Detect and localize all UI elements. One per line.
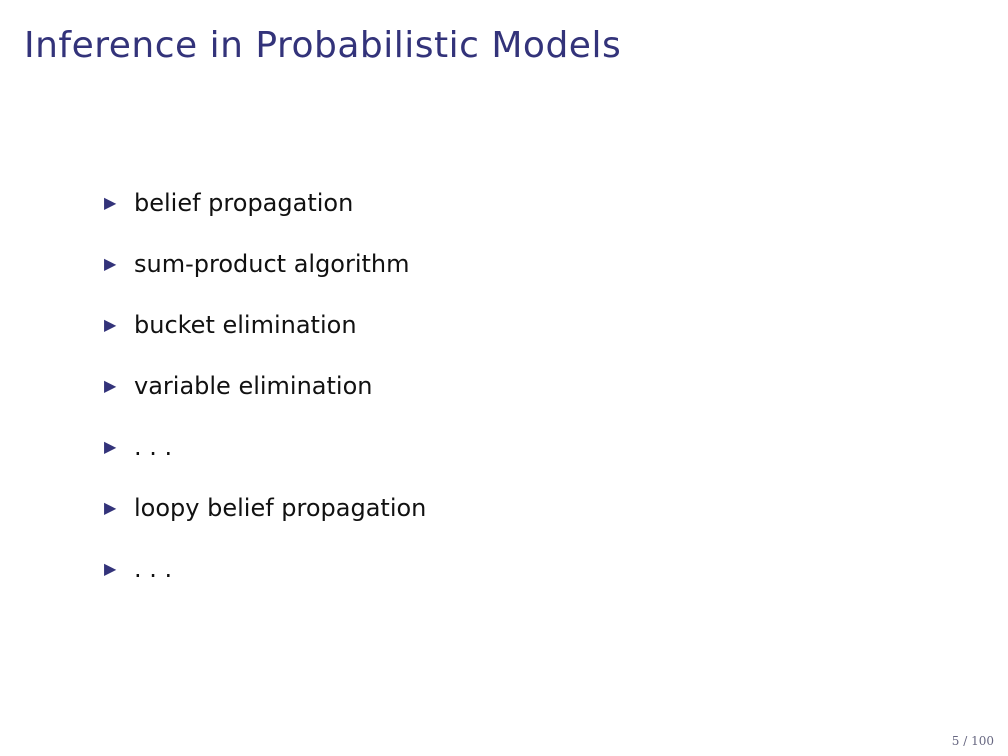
bullet-text: sum-product algorithm [134, 249, 410, 278]
list-item [104, 355, 426, 416]
list-item [104, 294, 426, 355]
list-item [104, 233, 426, 294]
bullet-text: loopy belief propagation [134, 493, 427, 522]
triangle-right-icon: ▶ [104, 193, 117, 212]
bullet-text: . . . [134, 554, 173, 583]
triangle-right-icon: ▶ [104, 559, 117, 578]
bullet-text: variable elimination [134, 371, 373, 400]
list-item [104, 416, 426, 477]
list-item [104, 538, 426, 599]
triangle-right-icon: ▶ [104, 254, 117, 273]
list-item [104, 477, 426, 538]
triangle-right-icon: ▶ [104, 498, 117, 517]
bullet-text: belief propagation [134, 188, 354, 217]
triangle-right-icon: ▶ [104, 437, 117, 456]
bullet-text: bucket elimination [134, 310, 357, 339]
bullet-text: . . . [134, 432, 173, 461]
slide-title: Inference in Probabilistic Models [24, 25, 622, 66]
page-number: 5 / 100 [951, 734, 994, 748]
list-item [104, 172, 426, 233]
triangle-right-icon: ▶ [104, 315, 117, 334]
bullet-list [104, 172, 426, 599]
triangle-right-icon: ▶ [104, 376, 117, 395]
